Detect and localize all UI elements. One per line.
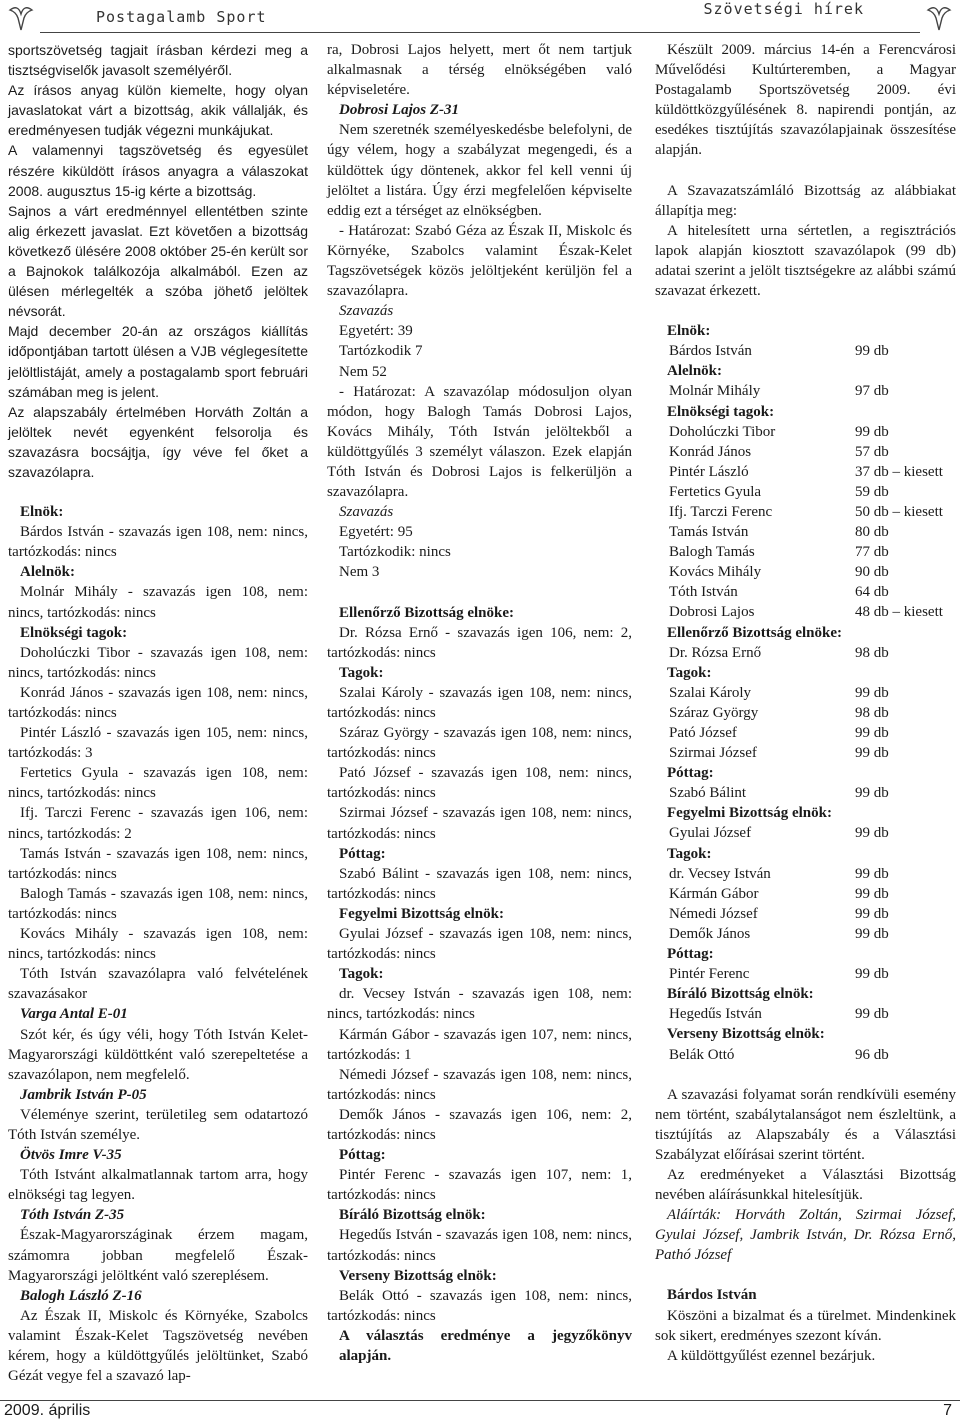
candidate-name: Ifj. Tarczi Ferenc	[669, 503, 773, 520]
result-row	[655, 924, 956, 944]
vote-count: 64 db	[855, 584, 889, 601]
header-rule	[40, 32, 920, 33]
paragraph: A szavazási folyamat során rendkívüli esemény nem történt, szabálytalanságot nem észleltünk, a tisztújítás az Alapszabály és a Választási Szabályzat előírásai szerint történt.	[655, 1086, 956, 1163]
section-heading: Fegyelmi Bizottság elnök:	[339, 905, 504, 922]
vote-count: 99 db	[855, 684, 889, 701]
result-row	[655, 502, 956, 522]
result-row	[655, 582, 956, 602]
spacer	[655, 1265, 956, 1285]
paragraph: Szabó Bálint - szavazás igen 108, nem: nincs, tartózkodás: nincs	[327, 865, 632, 902]
paragraph: Köszöni a bizalmat és a türelmet. Mindenkinek sok sikert, eredményes szezont kíván.	[655, 1307, 956, 1344]
paragraph: Szavazás	[339, 504, 394, 521]
section-heading: Póttag:	[339, 845, 386, 862]
paragraph: Nem 52	[339, 363, 387, 380]
paragraph: dr. Vecsey István - szavazás igen 108, nem: nincs, tartózkodás: nincs	[327, 986, 632, 1023]
vote-count: 99 db	[855, 825, 889, 842]
paragraph: Szalai Károly - szavazás igen 108, nem: nincs, tartózkodás: nincs	[327, 684, 632, 721]
paragraph: Kármán Gábor - szavazás igen 107, nem: nincs, tartózkodás: 1	[327, 1026, 632, 1063]
candidate-name: Bárdos István	[669, 343, 752, 360]
result-row	[655, 783, 956, 803]
paragraph: Szót kér, és úgy véli, hogy Tóth István Kelet-Magyarországi küldöttként való szerepeltetése a szavazólapon, nem megfelelő.	[8, 1026, 308, 1083]
candidate-name: Balogh Tamás	[669, 544, 755, 561]
column-3	[655, 40, 956, 1366]
vote-count: 98 db	[855, 704, 889, 721]
vote-count: 80 db	[855, 524, 889, 541]
vote-count: 99 db	[855, 966, 889, 983]
candidate-name: Doholúczki Tibor	[669, 423, 776, 440]
result-row	[655, 904, 956, 924]
paragraph: Véleménye szerint, területileg sem odatartozó Tóth István személye.	[8, 1106, 308, 1143]
result-row	[655, 381, 956, 401]
section-heading: A választás eredménye a jegyzőkönyv alapján.	[339, 1327, 632, 1364]
vote-count: 96 db	[855, 1046, 889, 1063]
vote-count: 98 db	[855, 644, 889, 661]
result-row	[655, 964, 956, 984]
section-heading: Tagok:	[339, 664, 384, 681]
candidate-name: Pató József	[669, 725, 737, 741]
candidate-name: Gyulai József	[669, 825, 752, 842]
vote-count: 48 db – kiesett	[855, 604, 943, 621]
section-heading: Ellenőrző Bizottság elnöke:	[339, 604, 514, 621]
section-heading: Póttag:	[339, 1147, 386, 1164]
paragraph: A küldöttgyűlést ezennel bezárjuk.	[667, 1347, 876, 1364]
paragraph: Tamás István - szavazás igen 108, nem: nincs, tartózkodás: nincs	[8, 845, 308, 882]
results-section-heading: Póttag:	[667, 765, 714, 782]
paragraph: Készült 2009. március 14-én a Ferencvárosi Művelődési Kultúrteremben, a Magyar Postagalamb Sportszövetség 2009. évi küldöttközgyűlésének 8. napirendi pontján, az esedékes tisztújítás szavazólapjainak összesítése alapján.	[655, 42, 956, 159]
result-row	[655, 341, 956, 361]
candidate-name: dr. Vecsey István	[669, 865, 771, 882]
paragraph: Tóth István szavazólapra való felvételének szavazásakor	[8, 966, 308, 1003]
candidate-name: Dr. Rózsa Ernő	[669, 644, 762, 661]
vote-count: 99 db	[855, 343, 889, 360]
result-row	[655, 442, 956, 462]
vote-count: 99 db	[855, 745, 889, 762]
paragraph: Demők János - szavazás igen 106, nem: 2, tartózkodás: nincs	[327, 1106, 632, 1143]
spacer	[655, 301, 956, 321]
candidate-name: Szirmai József	[669, 745, 757, 762]
result-row	[655, 1004, 956, 1024]
result-row	[655, 743, 956, 763]
section-heading: Varga Antal E-01	[20, 1006, 128, 1023]
column-1	[8, 40, 308, 1386]
header-publication-title: Postagalamb Sport	[96, 8, 267, 26]
candidate-name: Dobrosi Lajos	[669, 604, 755, 621]
candidate-name: Kármán Gábor	[669, 885, 759, 902]
paragraph: Hegedűs István - szavazás igen 108, nem: nincs, tartózkodás: nincs	[327, 1227, 632, 1264]
candidate-name: Kovács Mihály	[669, 564, 762, 581]
result-row	[655, 462, 956, 482]
result-row	[655, 864, 956, 884]
paragraph: Tartózkodik 7	[339, 343, 423, 360]
results-section-heading: Elnökségi tagok:	[667, 403, 775, 420]
paragraph: A hitelesített urna sértetlen, a regisztrációs lapok alapján kiosztott szavazólapok (99 db) adatai szerint a jelölt tisztségekre az alábbi számú szavazat érkezett.	[655, 222, 956, 300]
candidate-name: Demők János	[669, 925, 751, 942]
paragraph: Pintér Ferenc - szavazás igen 107, nem: 1, tartózkodás: nincs	[327, 1167, 632, 1204]
paragraph: Sajnos a várt eredménnyel ellentétben szinte alig érkezett javaslat. Ezt követően a bizottság következő ülésére 2008 október 25-én került sor a Bajnokok találkozója alkalmából. Ezen az ülésen mérlegelték a szóba jöhető jelöltek névsorát.	[8, 202, 308, 320]
result-row	[655, 1045, 956, 1065]
paragraph: Az eredményeket a Választási Bizottság nevében aláírásunkkal hitelesítjük.	[655, 1166, 956, 1204]
results-section-heading: Verseny Bizottság elnök:	[667, 1026, 825, 1043]
section-heading: Alelnök:	[20, 564, 76, 581]
vote-count: 99 db	[855, 1006, 889, 1023]
section-heading: Balogh László Z-16	[20, 1287, 142, 1304]
paragraph: Egyetért: 39	[339, 323, 413, 340]
candidate-name: Szabó Bálint	[669, 785, 747, 802]
paragraph: Pintér László - szavazás igen 105, nem: nincs, tartózkodás: 3	[8, 725, 308, 762]
results-section-heading: Ellenőrző Bizottság elnöke:	[667, 624, 842, 641]
result-row	[655, 602, 956, 622]
spacer	[327, 583, 632, 603]
section-heading: Bárdos István	[667, 1287, 757, 1304]
result-row	[655, 683, 956, 703]
header-section-title: Szövetségi hírek	[703, 0, 864, 18]
paragraph: Az Észak II, Miskolc és Környéke, Szabolcs valamint Észak-Kelet Tagszövetség nevében kérem, hogy a küldöttgyűlés jelöltünket, Szabó Gézát vegye fel a szavazó lap-	[8, 1307, 308, 1385]
paragraph: Szirmai József - szavazás igen 108, nem: nincs, tartózkodás: nincs	[327, 805, 632, 842]
vote-count: 99 db	[855, 785, 889, 802]
pigeon-logo-icon	[924, 2, 954, 32]
vote-count: 99 db	[855, 725, 889, 741]
paragraph: Dr. Rózsa Ernő - szavazás igen 106, nem: 2, tartózkodás: nincs	[327, 624, 632, 661]
candidate-name: Tamás István	[669, 524, 749, 541]
section-heading: Elnökségi tagok:	[20, 624, 128, 641]
vote-count: 37 db – kiesett	[855, 463, 943, 480]
vote-count: 59 db	[855, 483, 889, 500]
paragraph: Fertetics Gyula - szavazás igen 108, nem: nincs, tartózkodás: nincs	[8, 765, 308, 802]
paragraph: Belák Ottó - szavazás igen 108, nem: nincs, tartózkodás: nincs	[327, 1287, 632, 1324]
paragraph: Szavazás	[339, 303, 394, 320]
section-heading: Verseny Bizottság elnök:	[339, 1267, 497, 1284]
page-header	[0, 0, 960, 36]
spacer	[655, 1065, 956, 1085]
candidate-name: Belák Ottó	[669, 1046, 735, 1063]
paragraph: Molnár Mihály - szavazás igen 108, nem: nincs, tartózkodás: nincs	[8, 584, 308, 621]
paragraph: Egyetért: 95	[339, 524, 413, 541]
paragraph: Doholúczki Tibor - szavazás igen 108, nem: nincs, tartózkodás: nincs	[8, 644, 308, 681]
candidate-name: Pintér László	[669, 463, 749, 480]
vote-count: 50 db – kiesett	[855, 503, 943, 520]
paragraph: ra, Dobrosi Lajos helyett, mert őt nem tartjuk alkalmasnak a térség elnökségében való képviseletére.	[327, 42, 632, 99]
paragraph: Aláírták: Horváth Zoltán, Szirmai József, Gyulai József, Jambrik István, Dr. Rózsa Ernő, Pathó József	[655, 1207, 956, 1264]
paragraph: Száraz György - szavazás igen 108, nem: nincs, tartózkodás: nincs	[327, 725, 632, 762]
result-row	[655, 542, 956, 562]
section-heading: Elnök:	[20, 504, 64, 521]
paragraph: Tóth Istvánt alkalmatlannak tartom arra, hogy elnökségi tag legyen.	[8, 1167, 308, 1204]
section-heading: Ötvös Imre V-35	[20, 1147, 122, 1164]
footer-date: 2009. április	[4, 1402, 91, 1419]
results-section-heading: Tagok:	[667, 664, 712, 681]
candidate-name: Fertetics Gyula	[669, 483, 762, 500]
section-heading: Jambrik István P-05	[20, 1086, 147, 1103]
paragraph: Nem 3	[339, 564, 380, 581]
paragraph: Gyulai József - szavazás igen 108, nem: nincs, tartózkodás: nincs	[327, 926, 632, 963]
paragraph: A Szavazatszámláló Bizottság az alábbiakat állapítja meg:	[655, 182, 956, 219]
vote-count: 99 db	[855, 423, 889, 440]
result-row	[655, 522, 956, 542]
candidate-name: Száraz György	[669, 704, 759, 721]
result-row	[655, 884, 956, 904]
results-section-heading: Bíráló Bizottság elnök:	[667, 986, 814, 1003]
paragraph: Konrád János - szavazás igen 108, nem: nincs, tartózkodás: nincs	[8, 684, 308, 721]
vote-count: 77 db	[855, 544, 889, 561]
paragraph: Balogh Tamás - szavazás igen 108, nem: nincs, tartózkodás: nincs	[8, 885, 308, 922]
results-section-heading: Póttag:	[667, 946, 714, 963]
candidate-name: Pintér Ferenc	[669, 966, 750, 983]
paragraph: Ifj. Tarczi Ferenc - szavazás igen 106, nem: nincs, tartózkodás: 2	[8, 805, 308, 842]
section-heading: Dobrosi Lajos Z-31	[339, 102, 459, 119]
results-section-heading: Elnök:	[667, 323, 711, 340]
paragraph: Pató József - szavazás igen 108, nem: nincs, tartózkodás: nincs	[327, 765, 632, 802]
candidate-name: Molnár Mihály	[669, 383, 761, 400]
results-section-heading: Tagok:	[667, 845, 712, 862]
candidate-name: Konrád János	[669, 443, 752, 460]
paragraph: - Határozat: A szavazólap módosuljon olyan módon, hogy Balogh Tamás Dobrosi Lajos, Kovács Mihály, Tóth István jelöltekből a küldöttgyűlés 3 személyt válaszon. Ezek elapján Tóth István és Dobrosi Lajos is felkerüljön a szavazólapra.	[327, 383, 632, 501]
paragraph: Tartózkodik: nincs	[339, 544, 451, 561]
paragraph: Az írásos anyag külön kiemelte, hogy olyan javaslatokat várt a bizottság, akik vállalják, és eredményesen tudják végezni munkájukat.	[8, 82, 308, 139]
paragraph: A valamennyi tagszövetség és egyesület részére kiküldött írásos anyagra a válaszokat 2008. augusztus 15-ig kérte a bizottság.	[8, 142, 308, 199]
vote-count: 99 db	[855, 885, 889, 902]
paragraph: Majd december 20-án az országos kiállítás időpontjában tartott ülésen a VJB véglegesítette jelöltlistáját, amely a postagalamb sport februári számában meg is jelent.	[8, 323, 308, 400]
vote-count: 99 db	[855, 905, 889, 922]
candidate-name: Némedi József	[669, 905, 758, 922]
candidate-name: Szalai Károly	[669, 684, 752, 701]
results-section-heading: Alelnök:	[667, 363, 723, 380]
results-section-heading: Fegyelmi Bizottság elnök:	[667, 805, 832, 822]
result-row	[655, 823, 956, 843]
vote-count: 99 db	[855, 925, 889, 942]
vote-count: 57 db	[855, 443, 889, 460]
column-2	[327, 40, 632, 1366]
spacer	[8, 482, 308, 502]
result-row	[655, 482, 956, 502]
section-heading: Tagok:	[339, 966, 384, 983]
candidate-name: Tóth István	[669, 584, 738, 601]
vote-count: 97 db	[855, 383, 889, 400]
paragraph: Észak-Magyarországinak érzem magam, számomra jobban megfelelő Észak-Magyarországi jelöltként való szereplésem.	[8, 1227, 308, 1284]
pigeon-logo-icon	[6, 2, 36, 32]
result-row	[655, 723, 956, 743]
vote-count: 90 db	[855, 564, 889, 581]
result-row	[655, 422, 956, 442]
result-row	[655, 703, 956, 723]
paragraph: sportszövetség tagjait írásban kérdezi meg a tisztségviselők javasolt személyéről.	[8, 42, 308, 79]
paragraph: Nem szeretnék személyeskedésbe belefolyni, de úgy vélem, hogy a szabályzat megengedi, és a küldöttek úgy döntenek, akkor fel kell venni új jelöltet a listára. Úgy érzi megfelelően képviselte eddig ezt a térséget az elnökségben.	[327, 122, 632, 219]
section-heading: Tóth István Z-35	[20, 1207, 125, 1224]
section-heading: Bíráló Bizottság elnök:	[339, 1207, 486, 1224]
paragraph: Bárdos István - szavazás igen 108, nem: nincs, tartózkodás: nincs	[8, 524, 308, 561]
spacer	[655, 161, 956, 181]
footer-rule	[0, 1400, 960, 1401]
page-number: 7	[943, 1402, 952, 1419]
paragraph: Kovács Mihály - szavazás igen 108, nem: nincs, tartózkodás: nincs	[8, 926, 308, 963]
candidate-name: Hegedűs István	[669, 1006, 762, 1023]
result-row	[655, 643, 956, 663]
vote-count: 99 db	[855, 865, 889, 882]
paragraph: - Határozat: Szabó Géza az Észak II, Miskolc és Környéke, Szabolcs valamint Észak-Kelet Tagszövetségek közös jelöltjeként kerüljön fel a szavazólapra.	[327, 222, 632, 300]
paragraph: Az alapszabály értelmében Horváth Zoltán a jelöltek nevét egyenként felsorolja és szavazásra bocsájtja, így véve fel őket a szavazólapra.	[8, 403, 308, 480]
result-row	[655, 562, 956, 582]
paragraph: Némedi József - szavazás igen 108, nem: nincs, tartózkodás: nincs	[327, 1066, 632, 1103]
